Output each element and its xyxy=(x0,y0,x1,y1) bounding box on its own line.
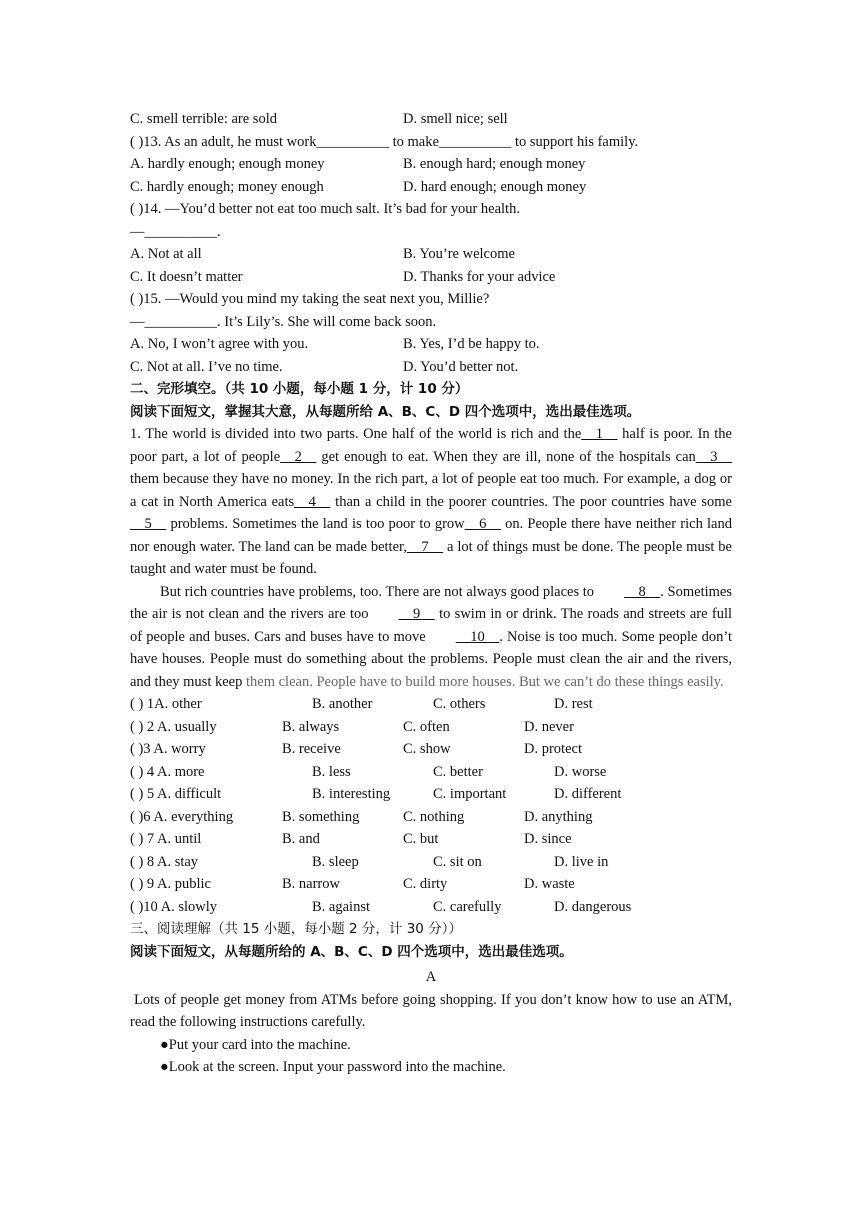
cloze-option-row xyxy=(130,738,732,761)
blank-9: 9 xyxy=(398,606,435,622)
blank-2: 2 xyxy=(280,448,317,465)
cloze-option-b: B. receive xyxy=(282,741,341,757)
cloze-option-d: D. live in xyxy=(554,853,609,870)
cloze-option-d: D. worse xyxy=(554,763,607,780)
option-left: A. Not at all xyxy=(130,246,202,262)
cloze-option-num: ( ) 9 A. public xyxy=(130,876,211,892)
option-row xyxy=(130,153,732,176)
cloze-option-d: D. since xyxy=(524,831,572,847)
multiple-choice-questions xyxy=(130,108,732,378)
cloze-option-b: B. and xyxy=(282,831,320,847)
exam-page xyxy=(130,108,732,1079)
blank-4: 4 xyxy=(294,493,331,510)
question-line: —__________. It’s Lily’s. She will come back soon. xyxy=(130,313,437,330)
cloze-option-c: C. important xyxy=(433,786,507,802)
cloze-option-d: D. rest xyxy=(554,696,593,712)
blank-1: 1 xyxy=(581,426,618,442)
cloze-option-row xyxy=(130,761,732,784)
option-row xyxy=(130,108,732,131)
reading-intro: Lots of people get money from ATMs before going shopping. If you don’t know how to use an ATM, read the following instructions carefully. xyxy=(130,991,732,1030)
cloze-option-d: D. protect xyxy=(524,741,582,757)
cloze-option-num: ( )10 A. slowly xyxy=(130,898,217,915)
section3-instruction: 阅读下面短文，从每题所给的 A、B、C、D 四个选项中，选出最佳选项。 xyxy=(130,943,573,960)
section2-instruction: 阅读下面短文，掌握其大意，从每题所给 A、B、C、D 四个选项中，选出最佳选项。 xyxy=(130,403,641,420)
option-left: C. hardly enough; money enough xyxy=(130,178,324,195)
option-right: D. hard enough; enough money xyxy=(403,178,587,195)
cloze-option-row xyxy=(130,783,732,806)
cloze-option-num: ( )3 A. worry xyxy=(130,741,206,757)
section3-heading: 三、阅读理解（共 15 小题，每小题 2 分，计 30 分）） xyxy=(130,921,462,937)
cloze-options xyxy=(130,693,732,918)
option-row xyxy=(130,333,732,356)
cloze-option-row xyxy=(130,806,732,829)
option-left: C. smell terrible: are sold xyxy=(130,111,277,127)
question-line: ( )15. —Would you mind my taking the seat next you, Millie? xyxy=(130,291,490,307)
cloze-option-c: C. but xyxy=(403,831,439,847)
cloze-option-d: D. never xyxy=(524,718,574,735)
option-left: C. It doesn’t matter xyxy=(130,268,243,285)
option-left: A. hardly enough; enough money xyxy=(130,156,325,172)
option-row xyxy=(130,176,732,199)
cloze-option-d: D. different xyxy=(554,786,622,802)
cloze-option-row xyxy=(130,873,732,896)
option-right: B. Yes, I’d be happy to. xyxy=(403,336,540,352)
blank-3: 3 xyxy=(695,448,732,465)
option-left: A. No, I won’t agree with you. xyxy=(130,336,309,352)
question-line: —__________. xyxy=(130,223,221,240)
cloze-option-d: D. dangerous xyxy=(554,898,632,915)
option-row xyxy=(130,243,732,266)
cloze-option-b: B. something xyxy=(282,808,360,825)
cloze-option-num: ( ) 4 A. more xyxy=(130,763,205,780)
bullet-item: ●Put your card into the machine. xyxy=(160,1036,351,1053)
instruction-list xyxy=(130,1034,732,1079)
cloze-option-b: B. sleep xyxy=(312,853,359,870)
question-line: ( )13. As an adult, he must work__________ to make__________ to support his family. xyxy=(130,133,639,150)
option-right: D. Thanks for your advice xyxy=(403,268,556,285)
option-row xyxy=(130,266,732,289)
cloze-option-row xyxy=(130,828,732,851)
cloze-option-b: B. against xyxy=(312,898,370,915)
cloze-option-num: ( ) 7 A. until xyxy=(130,831,202,847)
cloze-option-d: D. anything xyxy=(524,808,593,825)
cloze-option-d: D. waste xyxy=(524,876,575,892)
cloze-option-b: B. less xyxy=(312,763,351,780)
cloze-option-c: C. nothing xyxy=(403,808,465,825)
cloze-option-row xyxy=(130,693,732,716)
option-right: B. You’re welcome xyxy=(403,246,515,262)
blank-7: 7 xyxy=(406,538,444,555)
cloze-option-c: C. often xyxy=(403,718,450,735)
cloze-option-num: ( ) 8 A. stay xyxy=(130,853,199,870)
cloze-option-b: B. always xyxy=(282,718,340,735)
cloze-option-c: C. sit on xyxy=(433,853,482,870)
cloze-option-b: B. another xyxy=(312,696,373,712)
cloze-option-num: ( )6 A. everything xyxy=(130,808,234,825)
cloze-option-b: B. narrow xyxy=(282,876,340,892)
bullet-item: ●Look at the screen. Input your password into the machine. xyxy=(160,1059,506,1075)
cloze-option-num: ( ) 1A. other xyxy=(130,696,202,712)
cloze-option-num: ( ) 2 A. usually xyxy=(130,718,217,735)
blank-8: 8 xyxy=(624,583,661,600)
option-row xyxy=(130,356,732,379)
option-right: D. smell nice; sell xyxy=(403,111,508,127)
cloze-option-row xyxy=(130,851,732,874)
cloze-option-c: C. better xyxy=(433,763,483,780)
section2-heading: 二、完形填空。（共 10 小题，每小题 1 分，计 10 分） xyxy=(130,381,469,397)
cloze-option-c: C. dirty xyxy=(403,876,448,892)
question-line: ( )14. —You’d better not eat too much salt. It’s bad for your health. xyxy=(130,201,520,217)
cloze-option-c: C. others xyxy=(433,696,486,712)
blank-6: 6 xyxy=(464,516,501,532)
cloze-option-b: B. interesting xyxy=(312,786,391,802)
cloze-paragraph-2: But rich countries have problems, too. There are not always good places to 8 . Sometimes the air is not clean and the rivers are too 9 to swim in or drink. The roads and streets are full of people and buses. Cars and buses have to move 10 . Noise is too much. Some people don’t have houses. People must do something about the problems. People must clean the air and the rivers, and they must keep them clean. People have to build more houses. But we can’t do these things easily. xyxy=(130,581,732,694)
cloze-option-row xyxy=(130,896,732,919)
cloze-paragraph-1: 1. The world is divided into two parts. One half of the world is rich and the 1 half is poor. In the poor part, a lot of people 2 get enough to eat. When they are ill, none of the hospitals can 3 them because they have no money. In the rich part, a lot of people eat too much. For example, a dog or a cat in North America eats 4 than a child in the poorer countries. The poor countries have some 5 problems. Sometimes the land is too poor to grow 6 on. People there have neither rich land nor enough water. The land can be made better, 7 a lot of things must be done. The people must be taught and water must be found. xyxy=(130,423,732,581)
blank-10: 10 xyxy=(455,628,500,645)
blank-5: 5 xyxy=(130,516,167,532)
cloze-option-c: C. show xyxy=(403,741,451,757)
option-right: D. You’d better not. xyxy=(403,358,519,375)
option-left: C. Not at all. I’ve no time. xyxy=(130,358,283,375)
cloze-option-row xyxy=(130,716,732,739)
passage-label: A xyxy=(425,969,437,985)
cloze-option-num: ( ) 5 A. difficult xyxy=(130,786,222,802)
cloze-option-c: C. carefully xyxy=(433,898,502,915)
faded-text: them clean. People have to build more houses. But we can’t do these things easily. xyxy=(245,673,724,690)
option-right: B. enough hard; enough money xyxy=(403,156,586,172)
